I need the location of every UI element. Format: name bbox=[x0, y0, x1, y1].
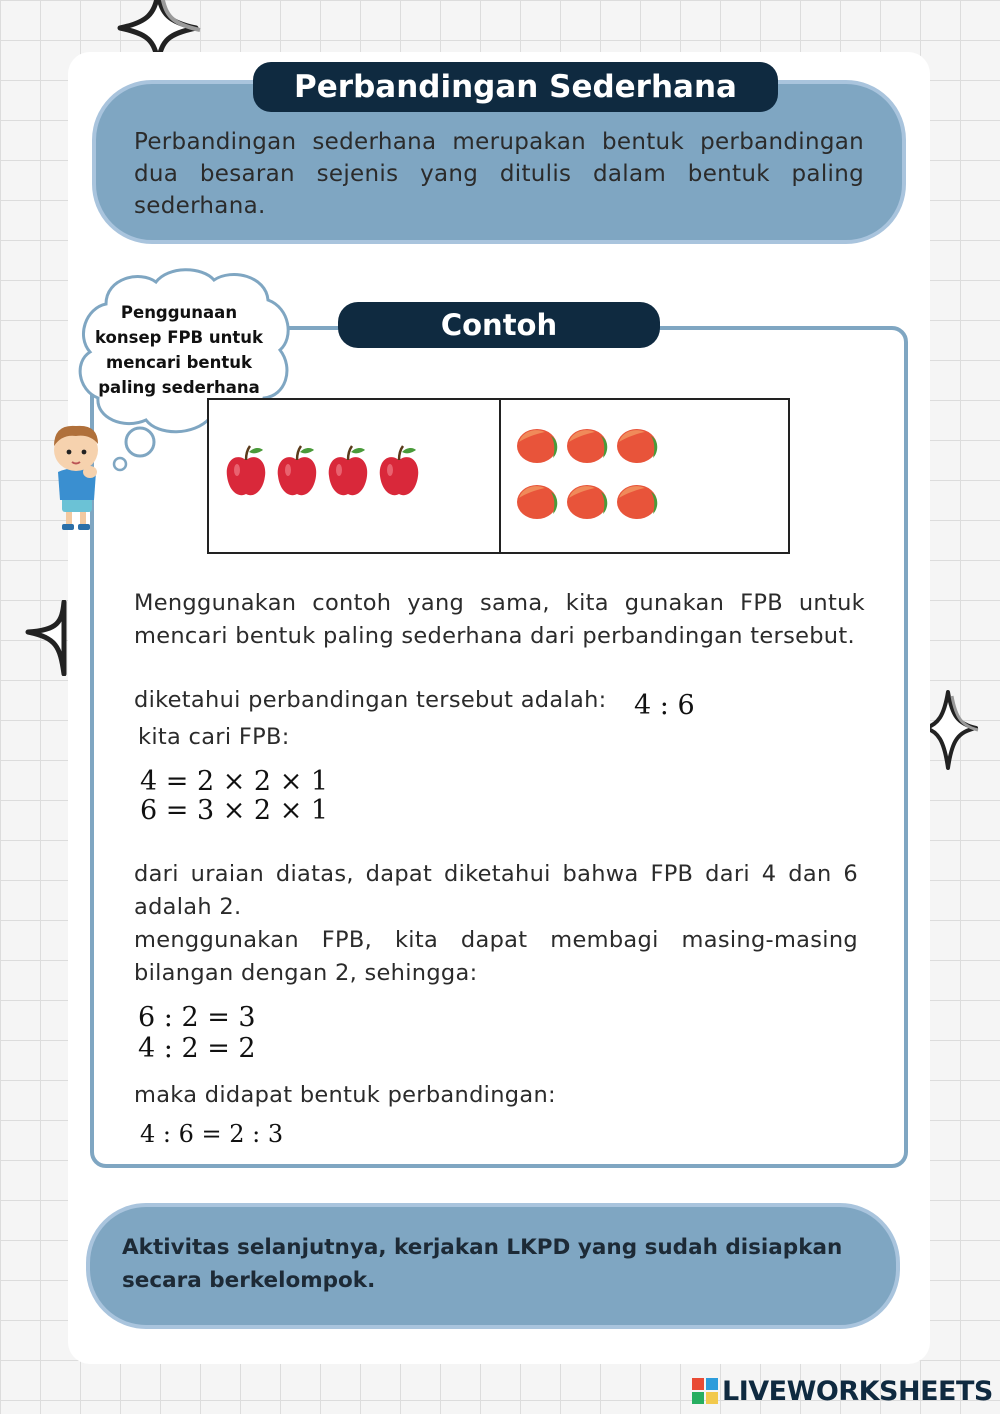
division-4: 4 : 2 = 2 bbox=[138, 1033, 256, 1064]
factorization-6: 6 = 3 × 2 × 1 bbox=[140, 795, 329, 826]
division-6: 6 : 2 = 3 bbox=[138, 1002, 256, 1033]
mangoes-illustration-icon bbox=[501, 400, 791, 552]
factorization-4: 4 = 2 × 2 × 1 bbox=[140, 766, 329, 797]
example-image-table bbox=[207, 398, 790, 554]
brand-name: LIVEWORKSHEETS bbox=[722, 1375, 993, 1407]
star-decoration-right-icon bbox=[924, 688, 980, 772]
page-title: Perbandingan Sederhana bbox=[253, 62, 778, 112]
example-intro-text: Menggunakan contoh yang sama, kita gunakan FPB untuk mencari bentuk paling sederhana dari perbandingan tersebut. bbox=[134, 590, 865, 649]
brand-logo[interactable] bbox=[692, 1374, 993, 1408]
definition-text: Perbandingan sederhana merupakan bentuk perbandingan dua besaran sejenis yang ditulis dalam bentuk paling sederhana. bbox=[134, 129, 864, 219]
thinking-boy-icon bbox=[40, 416, 112, 532]
mangoes-cell bbox=[499, 400, 791, 552]
result-label: maka didapat bentuk perbandingan: bbox=[134, 1082, 556, 1108]
known-ratio-value: 4 : 6 bbox=[634, 690, 695, 721]
result-ratio: 4 : 6 = 2 : 3 bbox=[140, 1120, 284, 1148]
liveworksheets-logo-icon bbox=[692, 1378, 718, 1404]
thought-cloud-text: Penggunaan konsep FPB untuk mencari bentuk paling sederhana bbox=[95, 303, 263, 397]
apples-cell bbox=[209, 400, 499, 552]
known-ratio-label: diketahui perbandingan tersebut adalah: bbox=[134, 687, 607, 713]
star-decoration-top-icon bbox=[110, 0, 206, 60]
fpb-conclusion-text: dari uraian diatas, dapat diketahui bahwa FPB dari 4 dan 6 adalah 2. bbox=[134, 861, 858, 920]
activity-note-text: Aktivitas selanjutnya, kerjakan LKPD yang sudah disiapkan secara berkelompok. bbox=[122, 1235, 843, 1293]
star-decoration-left-icon bbox=[24, 600, 74, 676]
divide-explanation-text: menggunakan FPB, kita dapat membagi masing-masing bilangan dengan 2, sehingga: bbox=[134, 927, 858, 986]
apples-illustration-icon bbox=[209, 400, 499, 552]
find-fpb-label: kita cari FPB: bbox=[138, 724, 290, 750]
example-title: Contoh bbox=[338, 302, 660, 348]
